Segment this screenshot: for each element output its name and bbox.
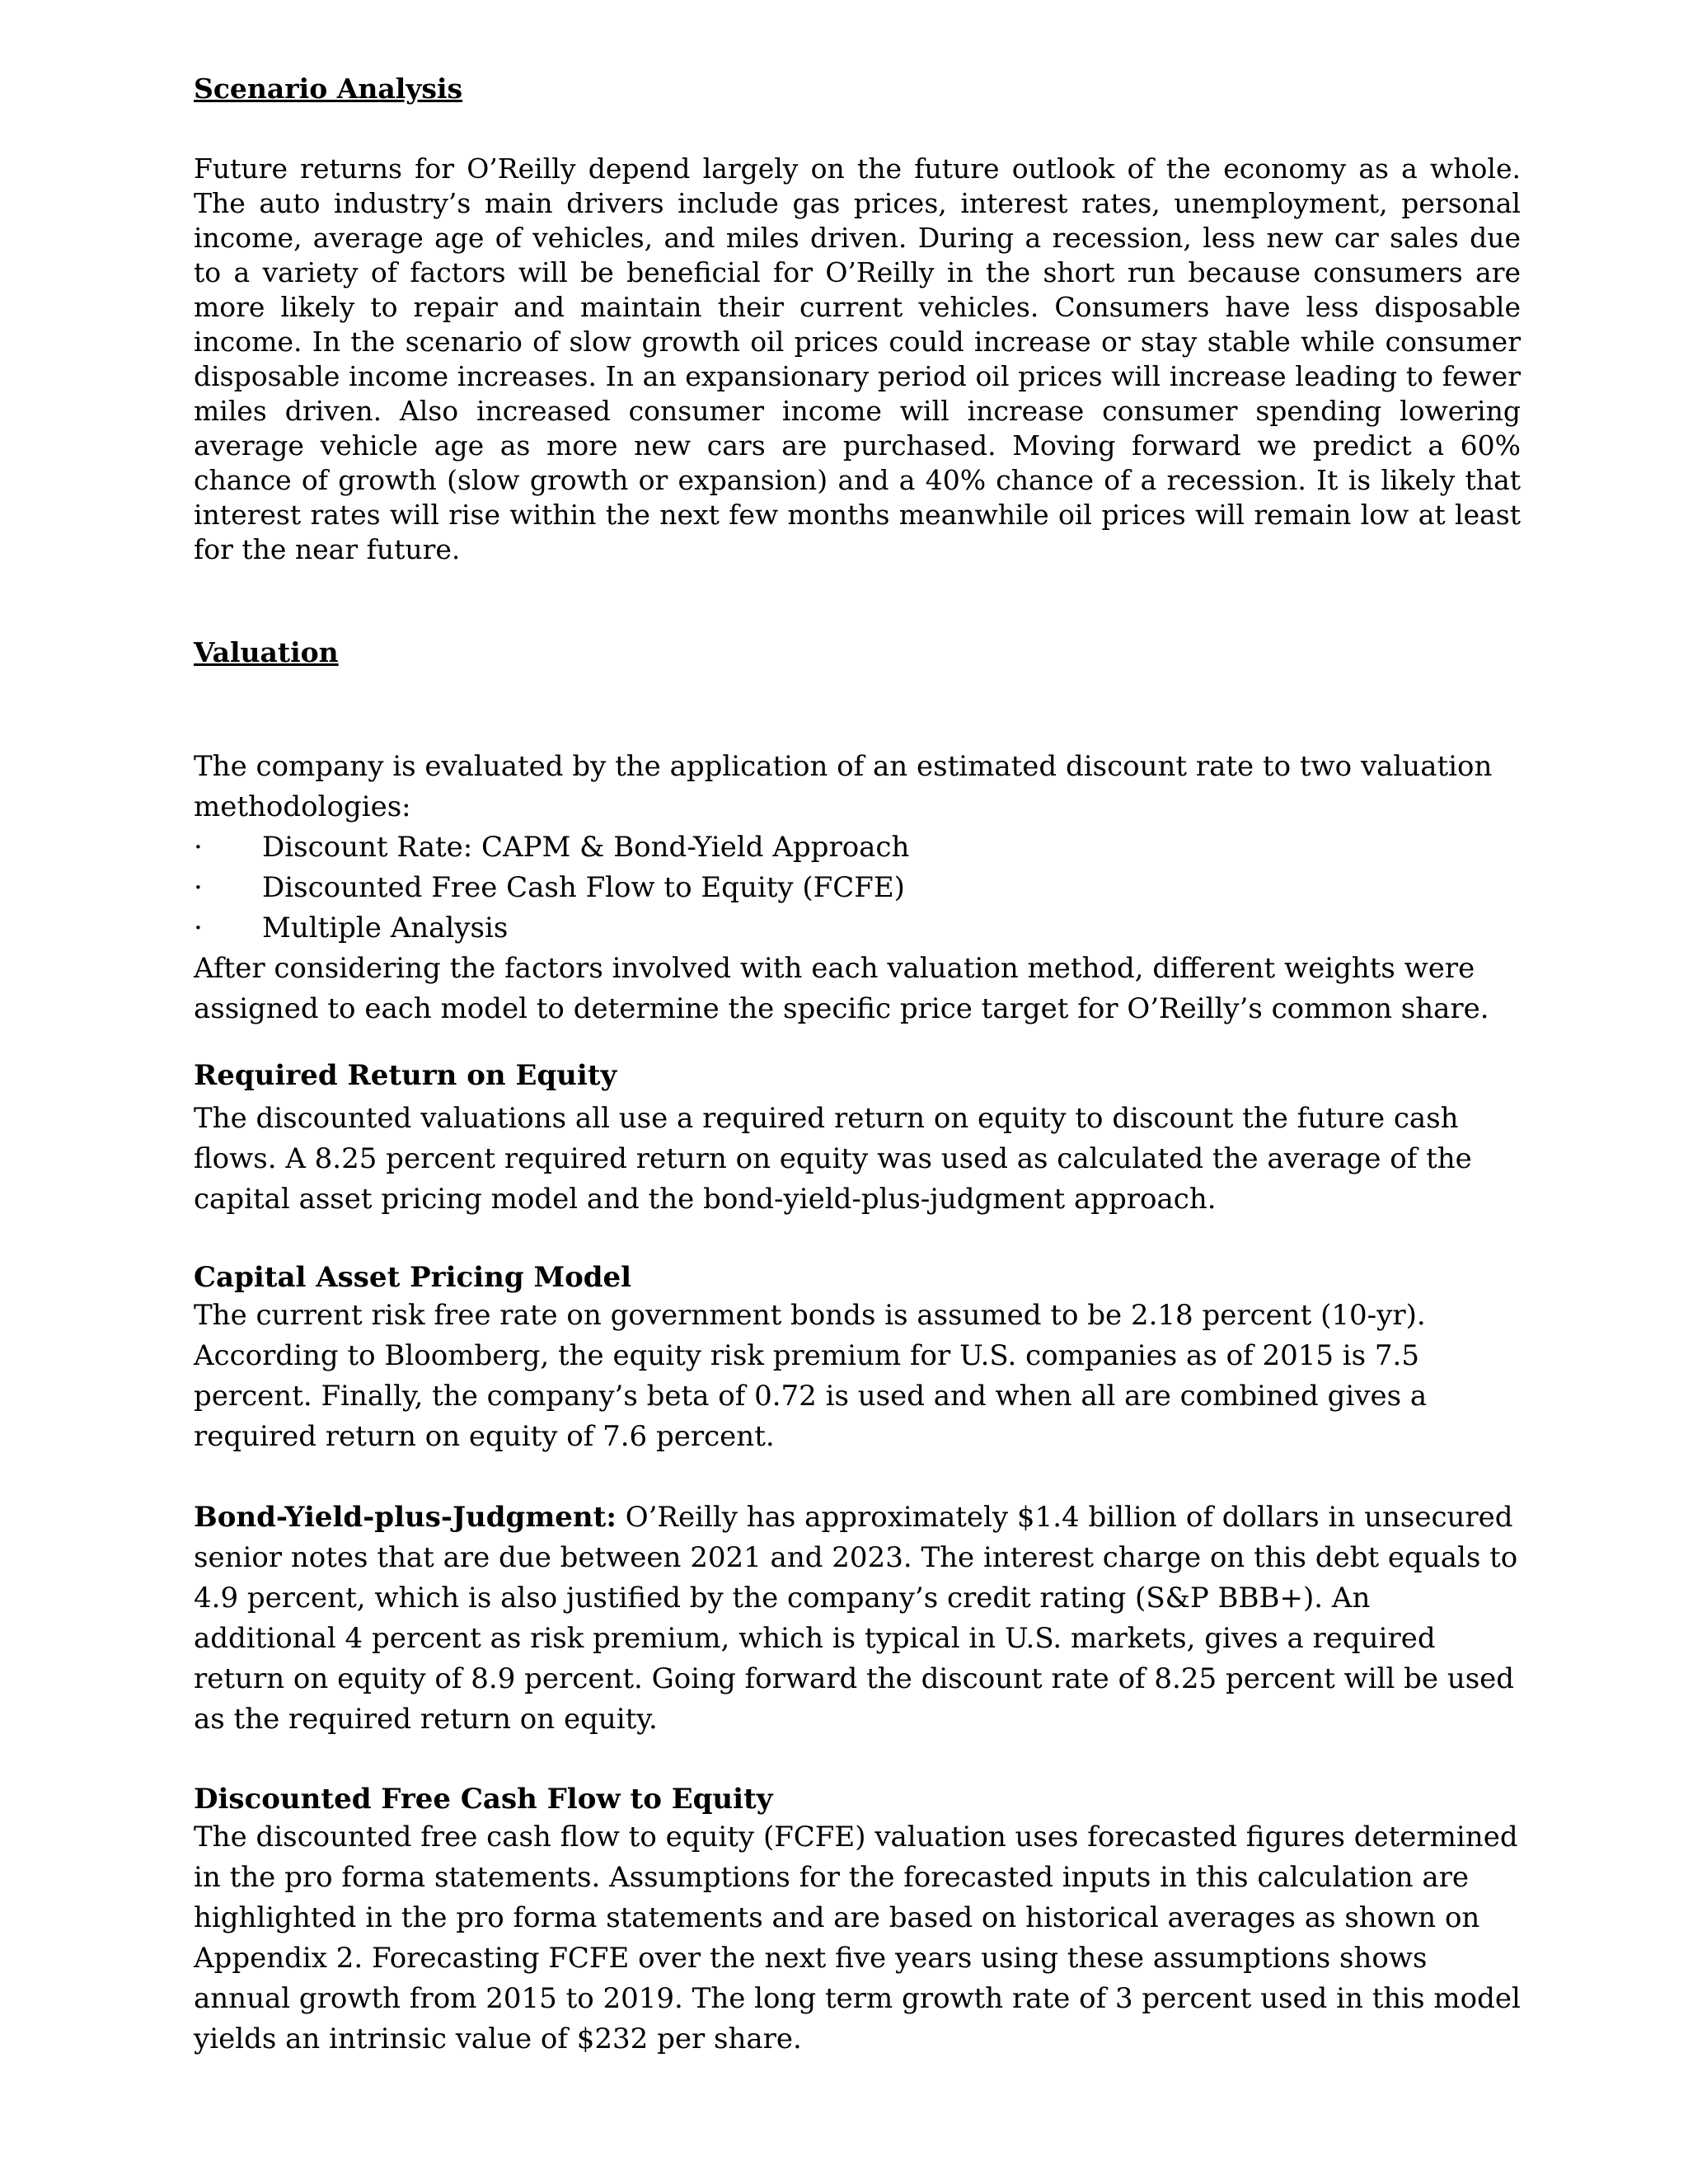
list-item-text: Discount Rate: CAPM & Bond-Yield Approach [262, 831, 910, 864]
fcfe-heading: Discounted Free Cash Flow to Equity [194, 1783, 773, 1816]
list-item [194, 868, 1521, 908]
document-page [194, 73, 1521, 2060]
valuation-after-paragraph: After considering the factors involved with each valuation method, different weights were assigned to each model to determine the specific price target for O’Reilly’s common share. [194, 952, 1489, 1025]
list-item-text: Discounted Free Cash Flow to Equity (FCFE) [262, 871, 905, 904]
valuation-methods-list [194, 827, 1521, 949]
scenario-analysis-paragraph: Future returns for O’Reilly depend largely on the future outlook of the economy as a whole. The auto industry’s main drivers include gas prices, interest rates, unemployment, personal income, average age of vehicles, and miles driven. During a recession, less new car sales due to a variety of factors will be beneficial for O’Reilly in the short run because consumers are more likely to repair and maintain their current vehicles. Consumers have less disposable income. In the scenario of slow growth oil prices could increase or stay stable while consumer disposable income increases. In an expansionary period oil prices will increase leading to fewer miles driven. Also increased consumer income will increase consumer spending lowering average vehicle age as more new cars are purchased. Moving forward we predict a 60% chance of growth (slow growth or expansion) and a 40% chance of a recession. It is likely that interest rates will rise within the next few months meanwhile oil prices will remain low at least for the near future. [194, 152, 1521, 565]
bond-yield-lead: Bond-Yield-plus-Judgment: [194, 1501, 617, 1534]
bullet-icon: · [194, 871, 203, 904]
list-item [194, 827, 1521, 868]
required-return-paragraph: The discounted valuations all use a required return on equity to discount the future cash flows. A 8.25 percent required return on equity was used as calculated the average of the capital asset pricing model and the bond-yield-plus-judgment approach. [194, 1102, 1472, 1216]
bullet-icon: · [194, 912, 203, 944]
required-return-heading: Required Return on Equity [194, 1059, 617, 1092]
capm-paragraph: The current risk free rate on government bonds is assumed to be 2.18 percent (10-yr). According to Bloomberg, the equity risk premium for U.S. companies as of 2015 is 7.5 percent. Finally, the company’s beta of 0.72 is used and when all are combined gives a required return on equity of 7.6 percent. [194, 1299, 1428, 1453]
scenario-analysis-heading: Scenario Analysis [194, 73, 463, 105]
list-item [194, 908, 1521, 949]
bullet-icon: · [194, 831, 203, 864]
capm-heading: Capital Asset Pricing Model [194, 1261, 632, 1294]
bond-yield-paragraph [194, 1497, 1521, 1740]
valuation-intro-paragraph: The company is evaluated by the application of an estimated discount rate to two valuation methodologies: [194, 750, 1493, 823]
valuation-heading: Valuation [194, 636, 339, 668]
list-item-text: Multiple Analysis [262, 912, 509, 944]
fcfe-paragraph: The discounted free cash flow to equity (FCFE) valuation uses forecasted figures determined in the pro forma statements. Assumptions for the forecasted inputs in this calculation are highlighted in the pro forma statements and are based on historical averages as shown on Appendix 2. Forecasting FCFE over the next five years using these assumptions shows annual growth from 2015 to 2019. The long term growth rate of 3 percent used in this model yields an intrinsic value of $232 per share. [194, 1821, 1521, 2055]
bond-yield-text: O’Reilly has approximately $1.4 billion of dollars in unsecured senior notes that are due between 2021 and 2023. The interest charge on this debt equals to 4.9 percent, which is also justified by the company’s credit rating (S&P BBB+). An additional 4 percent as risk premium, which is typical in U.S. markets, gives a required return on equity of 8.9 percent. Going forward the discount rate of 8.25 percent will be used as the required return on equity. [194, 1501, 1518, 1736]
